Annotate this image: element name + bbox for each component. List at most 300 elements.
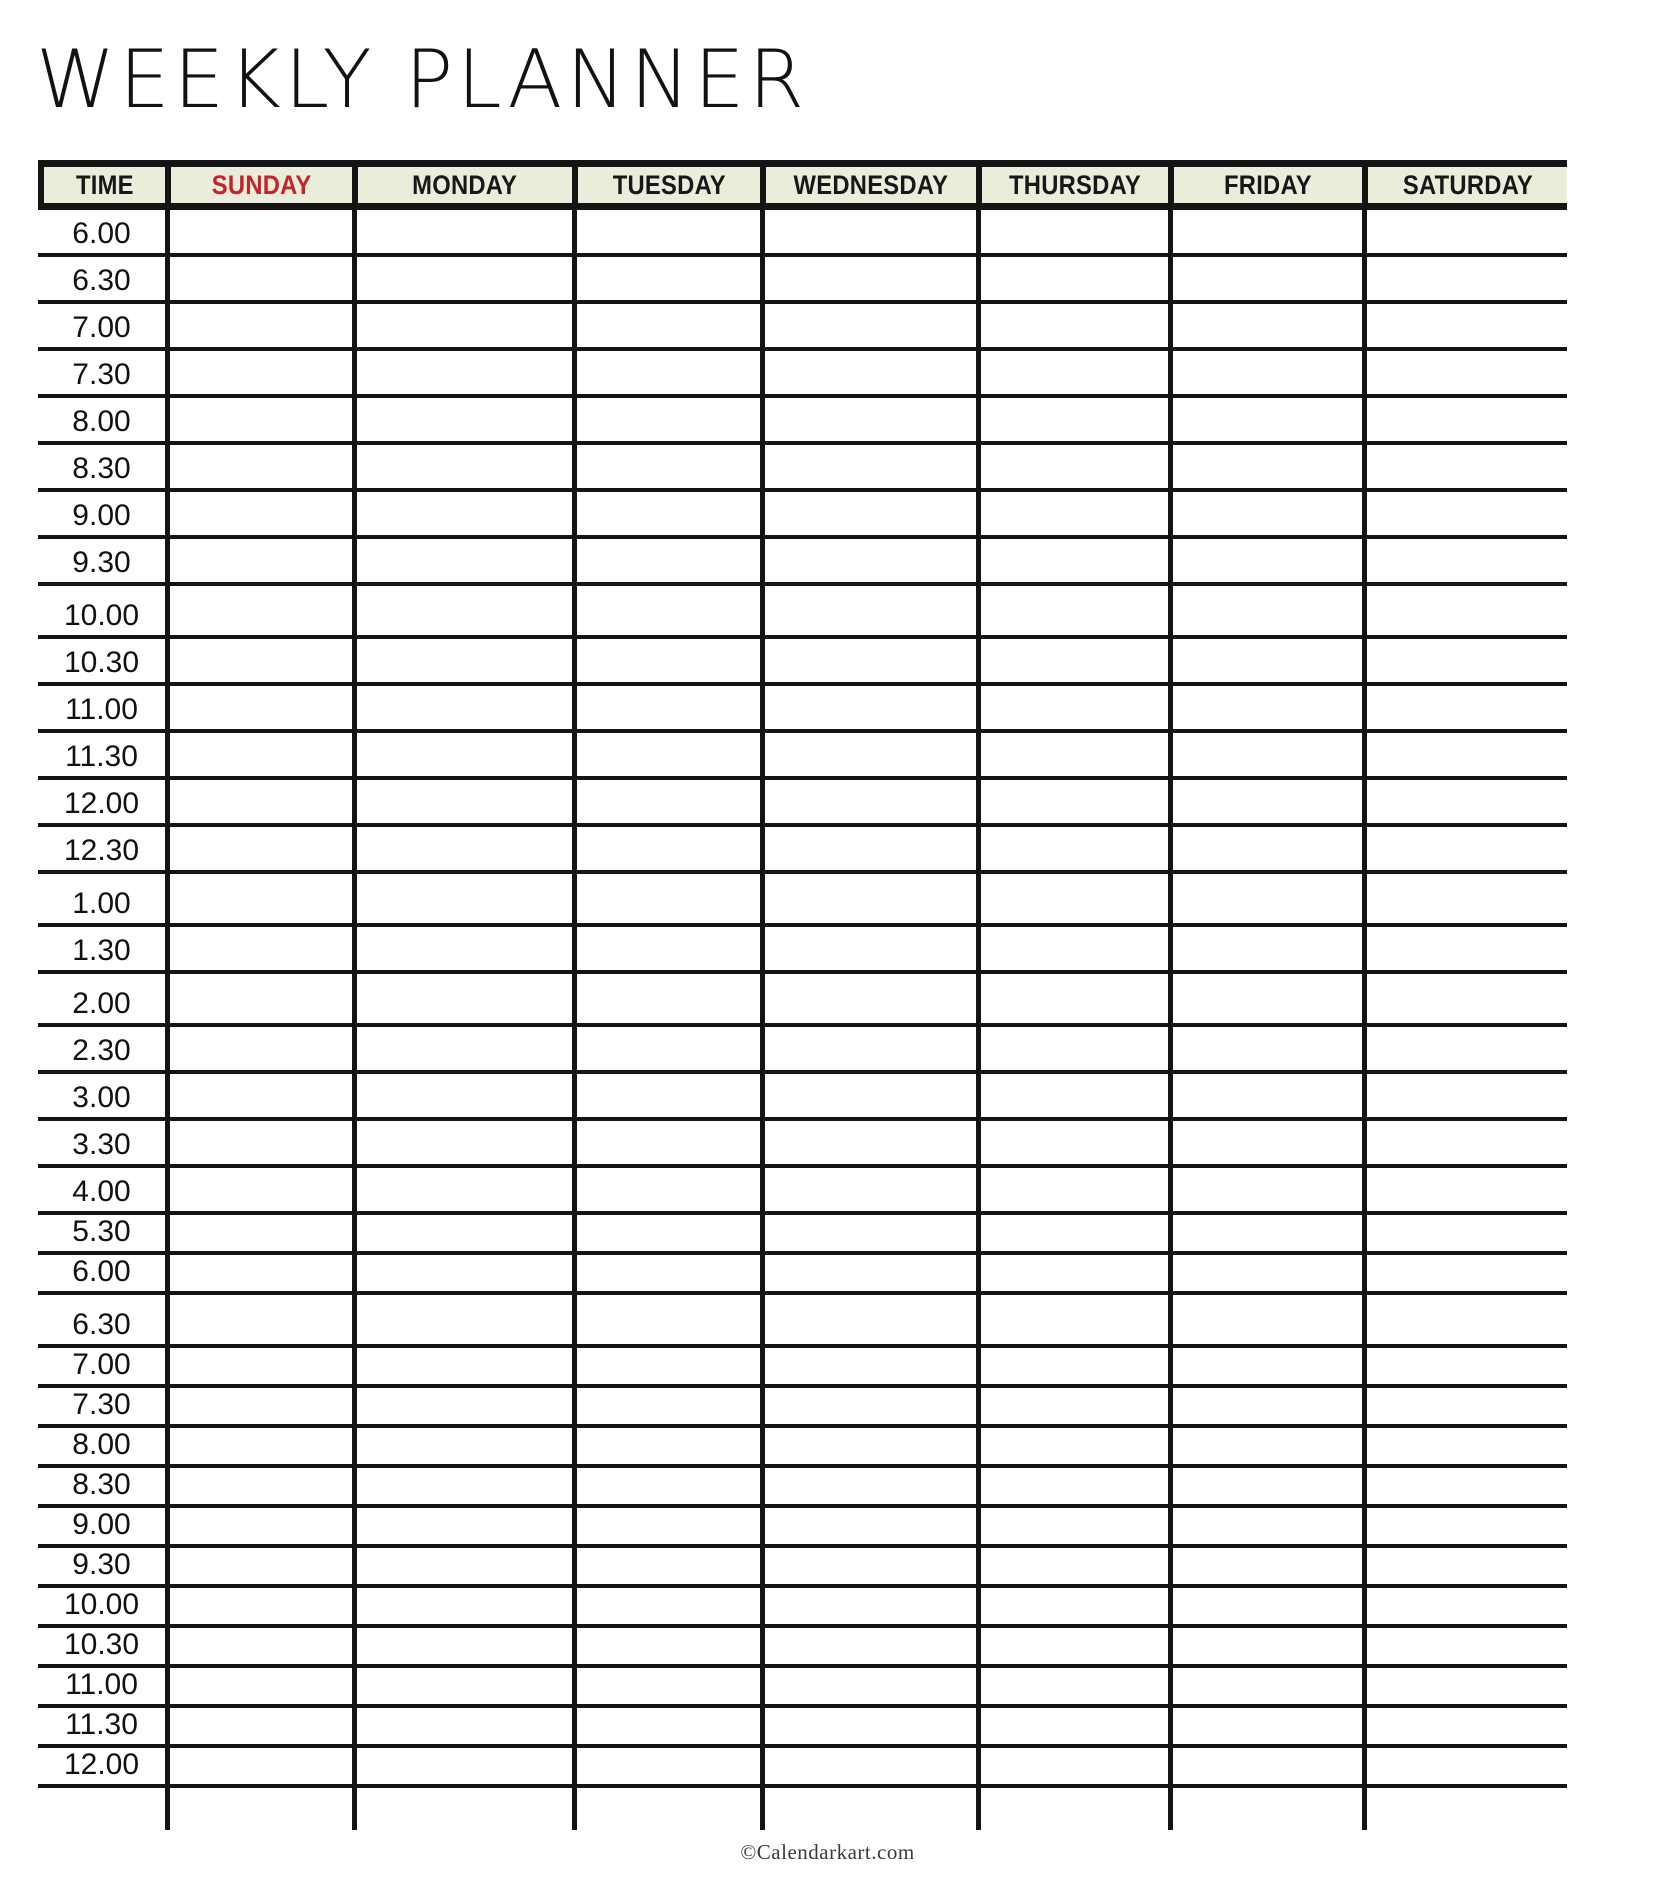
day-cell — [352, 1027, 572, 1070]
time-cell: 7.30 — [72, 358, 131, 391]
day-cell — [976, 1348, 1168, 1384]
header-label: SATURDAY — [1402, 169, 1533, 200]
day-cell — [165, 639, 352, 682]
day-cell — [1362, 1548, 1567, 1584]
day-cell — [1168, 1508, 1362, 1544]
day-cell — [760, 1348, 976, 1384]
time-cell: 3.30 — [72, 1128, 131, 1161]
day-cell — [572, 304, 760, 347]
day-cell — [572, 1215, 760, 1251]
time-cell: 1.30 — [72, 934, 131, 967]
day-cell — [976, 1428, 1168, 1464]
time-cell: 6.30 — [72, 1308, 131, 1341]
day-cell — [976, 1168, 1168, 1211]
day-cell — [760, 686, 976, 729]
day-cell — [352, 974, 572, 1023]
day-cell — [1168, 1668, 1362, 1704]
time-cell: 7.00 — [72, 1348, 131, 1381]
header-cell-tuesday — [572, 167, 760, 203]
day-cell — [1362, 492, 1567, 535]
day-cell — [1168, 1548, 1362, 1584]
time-cell: 9.30 — [72, 546, 131, 579]
day-cell — [760, 827, 976, 870]
day-cell — [760, 492, 976, 535]
time-cell: 11.00 — [65, 1668, 138, 1701]
day-cell — [352, 257, 572, 300]
day-cell — [572, 398, 760, 441]
day-cell — [1362, 1027, 1567, 1070]
day-cell — [1168, 1168, 1362, 1211]
day-cell — [760, 1708, 976, 1744]
day-cell — [1168, 780, 1362, 823]
day-cell — [760, 1295, 976, 1344]
day-cell — [352, 1348, 572, 1384]
day-cell — [1362, 1428, 1567, 1464]
day-cell — [572, 1668, 760, 1704]
time-cell: 12.00 — [63, 787, 140, 820]
day-cell — [165, 1748, 352, 1784]
day-cell — [165, 351, 352, 394]
day-cell — [352, 1668, 572, 1704]
day-cell — [352, 1628, 572, 1664]
day-cell — [1168, 1588, 1362, 1624]
time-cell: 9.30 — [72, 1548, 131, 1581]
day-cell — [352, 1074, 572, 1117]
day-cell — [165, 927, 352, 970]
day-cell — [1168, 1428, 1362, 1464]
day-cell — [352, 827, 572, 870]
day-cell — [1168, 1074, 1362, 1117]
day-cell — [165, 398, 352, 441]
day-cell — [165, 1628, 352, 1664]
time-cell: 8.30 — [72, 1468, 131, 1501]
table-header-row — [38, 160, 1567, 210]
day-cell — [165, 1508, 352, 1544]
day-cell — [1362, 733, 1567, 776]
day-cell — [352, 351, 572, 394]
day-cell — [1362, 351, 1567, 394]
table-row — [38, 1588, 1567, 1628]
day-cell — [572, 539, 760, 582]
time-cell: 6.00 — [72, 217, 131, 250]
day-cell — [352, 1255, 572, 1291]
table-row — [38, 257, 1567, 304]
day-cell — [1362, 974, 1567, 1023]
day-cell — [1168, 1748, 1362, 1784]
day-cell — [976, 398, 1168, 441]
day-cell — [976, 351, 1168, 394]
table-row — [38, 1748, 1567, 1788]
day-cell — [165, 1468, 352, 1504]
table-body — [38, 210, 1567, 1830]
time-cell: 10.30 — [63, 646, 140, 679]
day-cell — [760, 733, 976, 776]
time-cell: 10.00 — [63, 599, 140, 632]
day-cell — [760, 445, 976, 488]
time-cell: 9.00 — [72, 1508, 131, 1541]
day-cell — [572, 1388, 760, 1424]
day-cell — [976, 492, 1168, 535]
day-cell — [1168, 1708, 1362, 1744]
day-cell — [572, 351, 760, 394]
day-cell — [1362, 586, 1567, 635]
table-row — [38, 927, 1567, 974]
day-cell — [572, 780, 760, 823]
table-row — [38, 1788, 1567, 1830]
day-cell — [352, 492, 572, 535]
day-cell — [1168, 733, 1362, 776]
table-row — [38, 304, 1567, 351]
day-cell — [976, 304, 1168, 347]
header-label: THURSDAY — [1009, 169, 1141, 200]
day-cell — [352, 539, 572, 582]
day-cell — [760, 639, 976, 682]
day-cell — [760, 1748, 976, 1784]
day-cell — [572, 1348, 760, 1384]
day-cell — [1362, 304, 1567, 347]
day-cell — [1362, 1295, 1567, 1344]
day-cell — [1362, 1748, 1567, 1784]
table-row — [38, 974, 1567, 1027]
time-cell: 11.00 — [65, 693, 138, 726]
day-cell — [1168, 639, 1362, 682]
header-cell-friday — [1168, 167, 1362, 203]
day-cell — [352, 733, 572, 776]
table-row — [38, 1708, 1567, 1748]
day-cell — [1168, 398, 1362, 441]
day-cell — [1168, 874, 1362, 923]
day-cell — [165, 1295, 352, 1344]
day-cell — [1362, 686, 1567, 729]
weekly-planner-table — [38, 160, 1567, 1830]
day-cell — [1168, 1388, 1362, 1424]
day-cell — [760, 1588, 976, 1624]
day-cell — [165, 257, 352, 300]
day-cell — [1362, 1788, 1567, 1830]
time-cell: 7.00 — [72, 311, 131, 344]
day-cell — [976, 874, 1168, 923]
day-cell — [165, 1074, 352, 1117]
table-row — [38, 1255, 1567, 1295]
day-cell — [760, 1074, 976, 1117]
day-cell — [1168, 1215, 1362, 1251]
day-cell — [572, 445, 760, 488]
day-cell — [760, 1628, 976, 1664]
day-cell — [760, 586, 976, 635]
day-cell — [165, 1788, 352, 1830]
time-cell: 11.30 — [65, 1708, 138, 1741]
day-cell — [165, 974, 352, 1023]
day-cell — [572, 733, 760, 776]
day-cell — [572, 1121, 760, 1164]
day-cell — [760, 1388, 976, 1424]
day-cell — [352, 1215, 572, 1251]
day-cell — [1362, 1348, 1567, 1384]
time-cell: 1.00 — [72, 887, 131, 920]
day-cell — [165, 733, 352, 776]
day-cell — [976, 1074, 1168, 1117]
day-cell — [572, 874, 760, 923]
day-cell — [1362, 398, 1567, 441]
table-row — [38, 827, 1567, 874]
day-cell — [760, 1168, 976, 1211]
day-cell — [1362, 780, 1567, 823]
day-cell — [1362, 1168, 1567, 1211]
time-cell: 12.30 — [63, 834, 140, 867]
time-cell: 8.00 — [72, 405, 131, 438]
table-row — [38, 874, 1567, 927]
day-cell — [1168, 492, 1362, 535]
day-cell — [572, 1468, 760, 1504]
day-cell — [1168, 1788, 1362, 1830]
day-cell — [976, 1508, 1168, 1544]
day-cell — [352, 1748, 572, 1784]
day-cell — [165, 780, 352, 823]
time-cell: 2.00 — [72, 987, 131, 1020]
day-cell — [165, 1388, 352, 1424]
day-cell — [1362, 1708, 1567, 1744]
day-cell — [1362, 1628, 1567, 1664]
day-cell — [1168, 1628, 1362, 1664]
time-cell: 10.00 — [63, 1588, 140, 1621]
day-cell — [572, 1508, 760, 1544]
day-cell — [976, 1548, 1168, 1584]
day-cell — [976, 1255, 1168, 1291]
day-cell — [572, 1168, 760, 1211]
day-cell — [976, 586, 1168, 635]
day-cell — [165, 1708, 352, 1744]
day-cell — [976, 1121, 1168, 1164]
day-cell — [352, 398, 572, 441]
day-cell — [976, 686, 1168, 729]
day-cell — [760, 780, 976, 823]
day-cell — [760, 398, 976, 441]
time-cell: 10.30 — [63, 1628, 140, 1661]
day-cell — [976, 927, 1168, 970]
header-label: TUESDAY — [612, 169, 726, 200]
day-cell — [760, 1215, 976, 1251]
day-cell — [572, 1748, 760, 1784]
table-row — [38, 351, 1567, 398]
day-cell — [165, 304, 352, 347]
day-cell — [1362, 445, 1567, 488]
time-cell: 4.00 — [72, 1175, 131, 1208]
day-cell — [1168, 304, 1362, 347]
time-cell: 3.00 — [72, 1081, 131, 1114]
day-cell — [1168, 686, 1362, 729]
day-cell — [1362, 1074, 1567, 1117]
day-cell — [352, 780, 572, 823]
day-cell — [352, 1388, 572, 1424]
day-cell — [1362, 1215, 1567, 1251]
day-cell — [1168, 927, 1362, 970]
day-cell — [352, 1121, 572, 1164]
header-cell-sunday — [165, 167, 352, 203]
day-cell — [165, 1215, 352, 1251]
table-row — [38, 1215, 1567, 1255]
header-label: SUNDAY — [211, 169, 312, 200]
table-row — [38, 1027, 1567, 1074]
table-row — [38, 1295, 1567, 1348]
time-cell: 9.00 — [72, 499, 131, 532]
day-cell — [572, 1708, 760, 1744]
day-cell — [352, 1295, 572, 1344]
day-cell — [572, 1548, 760, 1584]
day-cell — [1362, 210, 1567, 253]
day-cell — [976, 210, 1168, 253]
table-row — [38, 492, 1567, 539]
day-cell — [1362, 827, 1567, 870]
day-cell — [352, 686, 572, 729]
day-cell — [572, 686, 760, 729]
table-row — [38, 1468, 1567, 1508]
day-cell — [1168, 210, 1362, 253]
table-row — [38, 1388, 1567, 1428]
day-cell — [165, 1027, 352, 1070]
day-cell — [760, 539, 976, 582]
day-cell — [1362, 927, 1567, 970]
day-cell — [1362, 1468, 1567, 1504]
day-cell — [976, 445, 1168, 488]
day-cell — [352, 1168, 572, 1211]
day-cell — [572, 257, 760, 300]
day-cell — [572, 1295, 760, 1344]
day-cell — [760, 1027, 976, 1070]
day-cell — [1168, 974, 1362, 1023]
table-row — [38, 1074, 1567, 1121]
day-cell — [352, 1468, 572, 1504]
day-cell — [572, 827, 760, 870]
day-cell — [1362, 1388, 1567, 1424]
table-row — [38, 445, 1567, 492]
table-row — [38, 780, 1567, 827]
day-cell — [352, 1788, 572, 1830]
page-title: WEEKLY PLANNER — [36, 33, 809, 126]
day-cell — [165, 874, 352, 923]
day-cell — [572, 1628, 760, 1664]
day-cell — [572, 1074, 760, 1117]
time-cell: 7.30 — [72, 1388, 131, 1421]
time-cell: 6.30 — [72, 264, 131, 297]
day-cell — [976, 733, 1168, 776]
day-cell — [352, 1708, 572, 1744]
day-cell — [352, 639, 572, 682]
day-cell — [1168, 827, 1362, 870]
day-cell — [572, 639, 760, 682]
day-cell — [352, 445, 572, 488]
day-cell — [760, 257, 976, 300]
header-label: MONDAY — [412, 169, 518, 200]
day-cell — [1362, 874, 1567, 923]
day-cell — [760, 927, 976, 970]
day-cell — [1168, 586, 1362, 635]
time-cell: 11.30 — [65, 740, 138, 773]
header-label: FRIDAY — [1224, 169, 1312, 200]
day-cell — [572, 1255, 760, 1291]
day-cell — [1362, 257, 1567, 300]
day-cell — [165, 686, 352, 729]
time-cell — [38, 1788, 165, 1830]
table-row — [38, 210, 1567, 257]
day-cell — [572, 1027, 760, 1070]
day-cell — [352, 1508, 572, 1544]
day-cell — [165, 1588, 352, 1624]
table-row — [38, 733, 1567, 780]
header-cell-monday — [352, 167, 572, 203]
day-cell — [572, 1588, 760, 1624]
day-cell — [976, 1788, 1168, 1830]
table-row — [38, 1628, 1567, 1668]
header-cell-wednesday — [760, 167, 976, 203]
day-cell — [976, 257, 1168, 300]
day-cell — [760, 1255, 976, 1291]
day-cell — [760, 1668, 976, 1704]
day-cell — [976, 1027, 1168, 1070]
time-cell: 8.00 — [72, 1428, 131, 1461]
day-cell — [976, 1708, 1168, 1744]
day-cell — [976, 1588, 1168, 1624]
table-row — [38, 639, 1567, 686]
table-row — [38, 398, 1567, 445]
time-cell: 5.30 — [72, 1215, 131, 1248]
day-cell — [165, 1668, 352, 1704]
day-cell — [165, 586, 352, 635]
header-cell-thursday — [976, 167, 1168, 203]
day-cell — [165, 1168, 352, 1211]
table-row — [38, 1668, 1567, 1708]
header-label: TIME — [75, 169, 134, 200]
day-cell — [352, 210, 572, 253]
day-cell — [760, 874, 976, 923]
day-cell — [165, 210, 352, 253]
time-cell: 12.00 — [63, 1748, 140, 1781]
day-cell — [760, 1428, 976, 1464]
day-cell — [760, 1508, 976, 1544]
day-cell — [352, 586, 572, 635]
day-cell — [572, 492, 760, 535]
table-row — [38, 686, 1567, 733]
table-row — [38, 1121, 1567, 1168]
table-row — [38, 1508, 1567, 1548]
day-cell — [760, 1788, 976, 1830]
day-cell — [976, 1668, 1168, 1704]
day-cell — [760, 351, 976, 394]
day-cell — [572, 210, 760, 253]
day-cell — [352, 1428, 572, 1464]
day-cell — [1362, 1508, 1567, 1544]
day-cell — [1168, 1348, 1362, 1384]
time-cell: 6.00 — [72, 1255, 131, 1288]
day-cell — [352, 1588, 572, 1624]
day-cell — [572, 1428, 760, 1464]
day-cell — [976, 974, 1168, 1023]
header-label: WEDNESDAY — [793, 169, 949, 200]
day-cell — [165, 539, 352, 582]
day-cell — [760, 1468, 976, 1504]
day-cell — [165, 492, 352, 535]
day-cell — [1168, 1295, 1362, 1344]
day-cell — [352, 1548, 572, 1584]
day-cell — [976, 1748, 1168, 1784]
day-cell — [1168, 351, 1362, 394]
day-cell — [976, 1295, 1168, 1344]
day-cell — [976, 780, 1168, 823]
day-cell — [165, 1121, 352, 1164]
day-cell — [572, 1788, 760, 1830]
table-row — [38, 539, 1567, 586]
day-cell — [1362, 1121, 1567, 1164]
time-cell: 8.30 — [72, 452, 131, 485]
